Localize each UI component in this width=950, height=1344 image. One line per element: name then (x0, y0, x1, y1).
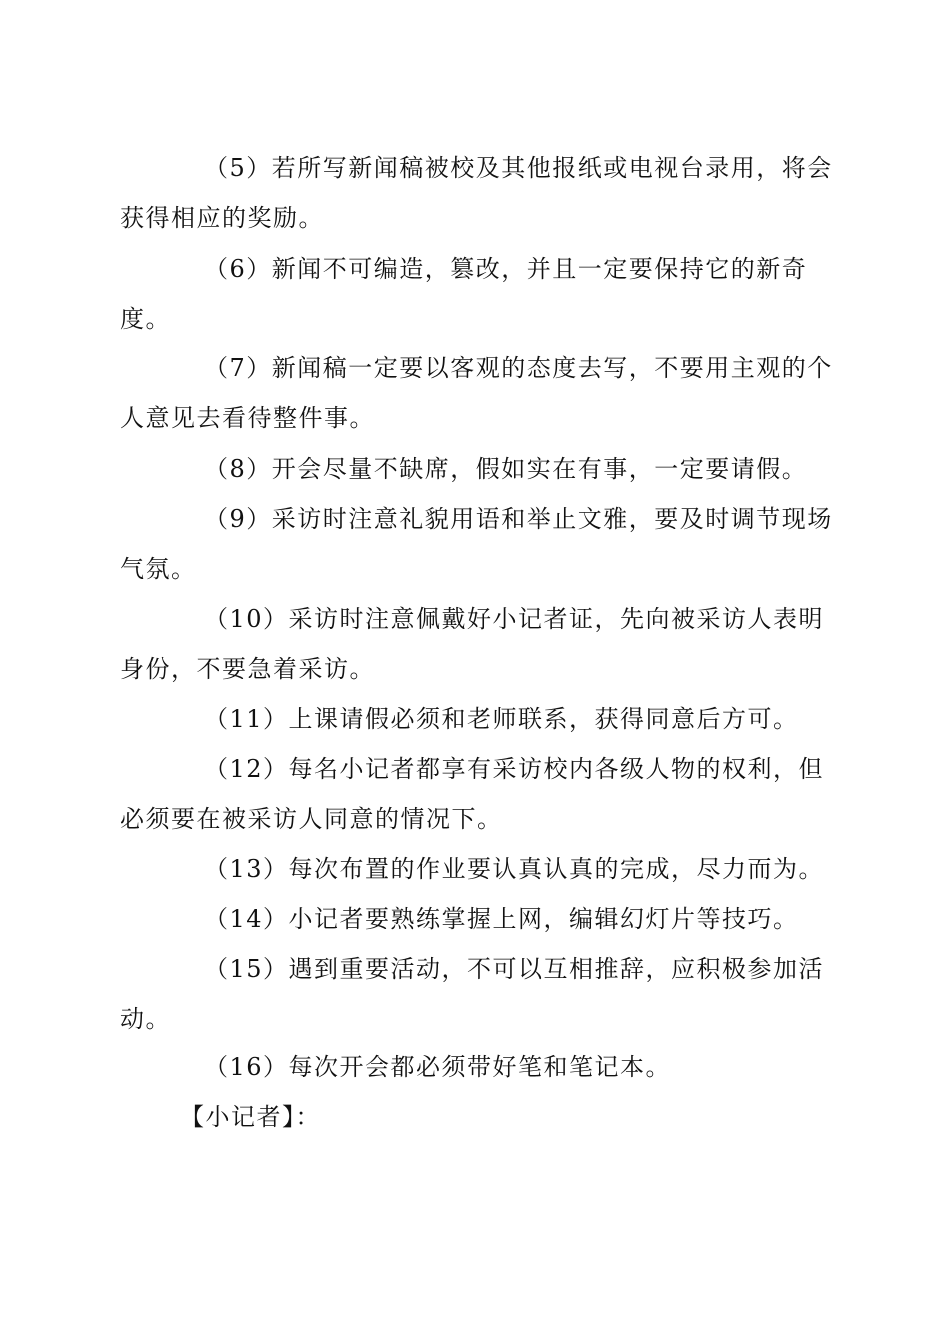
rule-paragraph-12: （12）每名小记者都享有采访校内各级人物的权利，但必须要在被采访人同意的情况下。 (120, 755, 825, 833)
rule-paragraph-5: （5）若所写新闻稿被校及其他报纸或电视台录用，将会获得相应的奖励。 (120, 154, 833, 232)
rule-paragraph-15: （15）遇到重要活动，不可以互相推辞，应积极参加活动。 (120, 955, 825, 1033)
rule-paragraph-9: （9）采访时注意礼貌用语和举止文雅，要及时调节现场气氛。 (120, 505, 833, 583)
rule-paragraph-14: （14）小记者要熟练掌握上网，编辑幻灯片等技巧。 (204, 905, 799, 933)
rule-paragraph-6: （6）新闻不可编造，篡改，并且一定要保持它的新奇度。 (120, 255, 808, 333)
rule-paragraph-16: （16）每次开会都必须带好笔和笔记本。 (204, 1053, 672, 1081)
rule-paragraph-8: （8）开会尽量不缺席，假如实在有事，一定要请假。 (204, 455, 808, 483)
rule-paragraph-7: （7）新闻稿一定要以客观的态度去写，不要用主观的个人意见去看待整件事。 (120, 354, 833, 432)
rule-paragraph-13: （13）每次布置的作业要认真认真的完成，尽力而为。 (204, 855, 825, 883)
section-heading: 【小记者】： (180, 1103, 321, 1131)
rule-paragraph-11: （11）上课请假必须和老师联系，获得同意后方可。 (204, 705, 799, 733)
rule-paragraph-10: （10）采访时注意佩戴好小记者证，先向被采访人表明身份，不要急着采访。 (120, 605, 825, 683)
